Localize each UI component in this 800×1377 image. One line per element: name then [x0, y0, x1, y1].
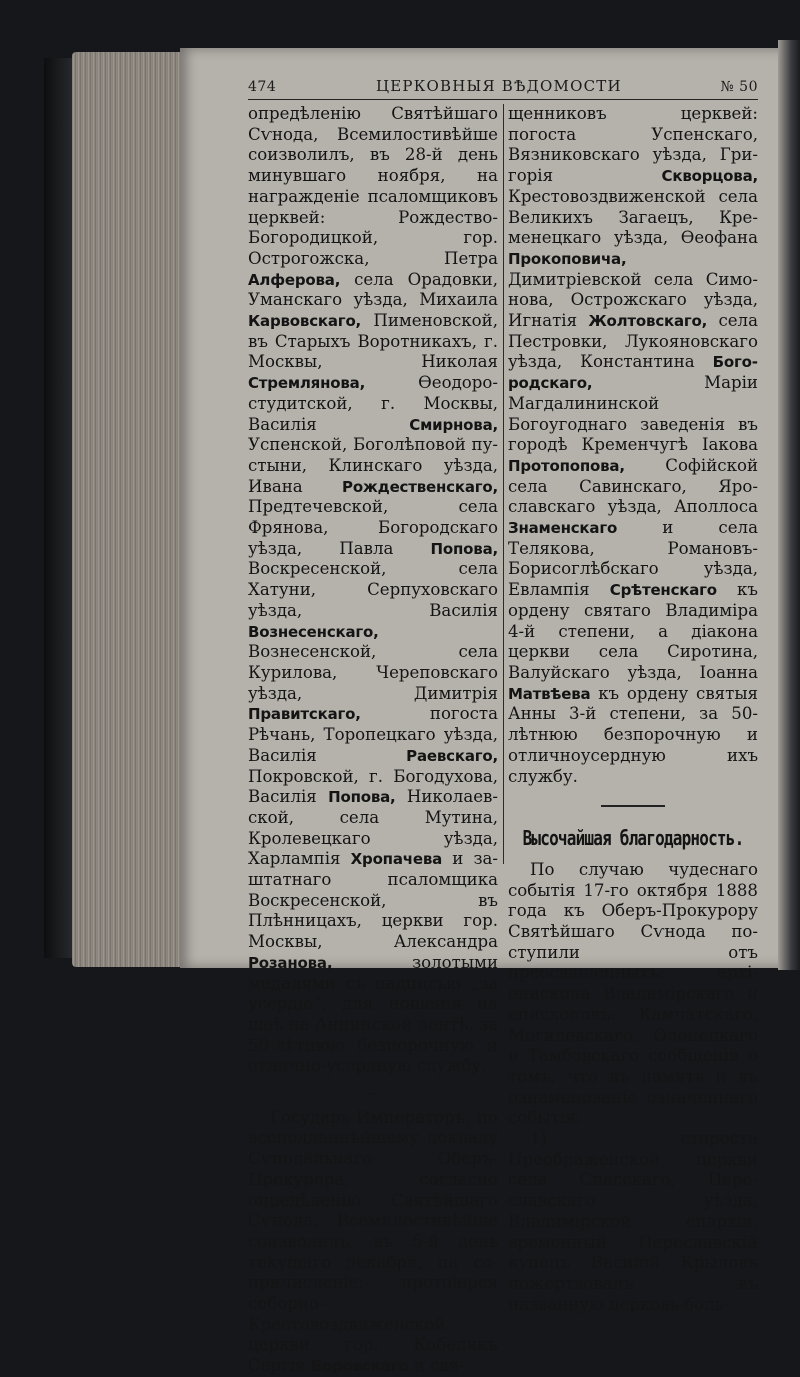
left-paragraph-1	[248, 104, 498, 1077]
bold-name: Богородскаго,	[508, 353, 758, 393]
right-paragraph-1	[508, 104, 758, 787]
journal-title: ЦЕРКОВНЫЯ ВѢДОМОСТИ	[376, 77, 622, 95]
bold-name: Алферова,	[248, 270, 341, 289]
text-run: Вознесенской, села Курилова, Череповскаго уѣзда, Димитрія	[248, 642, 498, 703]
bold-name: Матвѣева	[508, 684, 591, 703]
right-paragraph-2	[508, 860, 758, 1129]
bold-name: Протопопова,	[508, 456, 625, 475]
bold-name: Скворцова,	[661, 167, 758, 186]
bold-name: Боровскаго	[310, 1357, 409, 1376]
text-run: Ѳеодоростудитской, г. Москвы, Василія	[248, 373, 498, 434]
bold-name: Смирнова,	[409, 415, 498, 434]
text-run: и заштатнаго псаломщика Воскресенской, въ Плѣнницахъ, церкви гор. Москвы, Александра	[248, 849, 498, 952]
page-edges	[72, 52, 184, 967]
text-run: 1) староста Преображенской церкви села Спасскаго, Переславскаго уѣзда, Владимірской епархіи, временный Переславскій купецъ Василій Крыловъ пожертвовалъ въ названную церковь боль-	[508, 1129, 758, 1314]
text-run: Димитріевской села Симонова, Острожскаго уѣзда, Игнатія	[508, 269, 758, 331]
bold-name: Вознесенскаго,	[248, 622, 379, 641]
issue-number: № 50	[720, 79, 758, 95]
text-run: къ ордену святаго Владиміра 4-й степени, а діакона церкви села Сиротина, Валуйскаго уѣзда, Іоанна	[508, 580, 758, 682]
bold-name: Прокоповича,	[508, 249, 627, 268]
page-number: 474	[248, 79, 277, 95]
text-run: погоста Рѣчань, Торопецкаго уѣзда, Василія	[248, 704, 498, 765]
running-header	[248, 77, 758, 99]
text-run: щенниковъ церквей: погоста Успенскаго, Вязниковскаго уѣзда, Григорія	[508, 104, 758, 186]
text-run: Успенской, Боголѣповой пустыни, Клинскаго уѣзда, Ивана	[248, 435, 498, 496]
text-run: золотыми медалями съ надписью „за усердіе“, для ношенія на шеѣ на Аннинской лентѣ, за 50-лѣтнюю безпорочную и отлично-усердную службу.	[248, 952, 498, 1076]
text-run: опредѣленію Святѣйшаго Сѵнода, Всемилостивѣйше соизволилъ, въ 28-й день минувшаго ноября, на награжденіе псаломщиковъ церквей: Рождество-Богородицкой, гор. Острогожска, Петра	[248, 104, 498, 268]
right-column	[508, 104, 758, 1315]
bold-name: Срѣтенскаго	[609, 581, 717, 600]
text-run: Софійской села Савинскаго, Ярославскаго уѣзда, Аполлоса	[508, 455, 758, 517]
section-title: Высочайшая благодарность.	[522, 826, 744, 851]
text-run: Николаевской, села Мутина, Кролевецкаго уѣзда, Харлампія	[248, 787, 498, 869]
section-rule	[601, 805, 665, 807]
bold-name: Раевскаго,	[406, 746, 498, 765]
text-run: къ ордену святыя Анны 3-й степени, за 50-лѣтнюю безпорочную и отличноусердную ихъ службу.	[508, 683, 758, 786]
bold-name: Хропачева	[350, 850, 443, 869]
bold-name: Попова,	[430, 539, 498, 558]
bold-name: Рождественскаго,	[342, 477, 498, 496]
left-paragraph-2	[248, 1108, 498, 1377]
text-run: Покровской, г. Богодухова, Василія	[248, 766, 498, 807]
text-run: села Пестровки, Лукояновскаго уѣзда, Константина	[508, 311, 758, 372]
bold-name: Карвовскаго,	[248, 312, 362, 331]
text-run: Маріи Магдалининской Богоугоднаго заведенія въ городѣ Кременчугѣ Іакова	[508, 373, 758, 455]
text-run: Пименовской, въ Старыхъ Воротникахъ, г. Москвы, Николая	[248, 311, 498, 372]
column-divider	[503, 104, 504, 864]
text-run: По случаю чудеснаго событія 17-го октября 1888 года къ Оберъ-Прокурору Святѣйшаго Сѵнода поступили отъ преосвященныхъ: архіепископа Владимірскаго и епископовъ: Камчатскаго, Могилевскаго, Олонецкаго и Тамбовскаго сообщенія о томъ, что въ память и въ ознаменованіе означеннаго событія:	[508, 859, 758, 1128]
left-separator: —	[365, 1083, 381, 1103]
bold-name: Стремлянова,	[248, 374, 366, 393]
bold-name: Знаменскаго	[508, 519, 618, 538]
bold-name: Жолтовскаго,	[588, 312, 708, 331]
text-run: и свя-	[408, 1356, 465, 1376]
text-run: Крестовоздвиженской села Великихъ Загаецъ, Кременецкаго уѣзда, Ѳеофана	[508, 186, 758, 248]
text-run: и села Телякова, Романовъ-Борисоглѣбскаго уѣзда, Евлампія	[508, 518, 758, 600]
bold-name: Розанова,	[248, 953, 333, 972]
text-run: Предтечевской, села Фрянова, Богородскаго уѣзда, Павла	[248, 497, 498, 558]
text-run: Воскресенской, села Хатуни, Серпуховскаго уѣзда, Василія	[248, 559, 498, 620]
page-right-edge	[778, 40, 800, 970]
header-rule	[248, 99, 758, 100]
bold-name: Правитскаго,	[248, 705, 361, 724]
right-paragraph-3	[508, 1129, 758, 1315]
left-column	[248, 104, 498, 1377]
bold-name: Попова,	[328, 788, 396, 807]
text-run: Государь Императоръ, по всеподданнѣйшему докладу Сѵнодальнаго Оберъ-Прокурора, согласно опредѣленію Святѣйшаго Сѵнода, Всемилостивѣйше соизволилъ, въ 5-й день текущаго декабря, на сопричисленіе: протоіерея соборно-Крестовоздвиженской церкви гор. Кобелякъ Сергія	[248, 1107, 498, 1376]
text-run: села Орадовки, Уманскаго уѣзда, Михаила	[248, 269, 498, 310]
